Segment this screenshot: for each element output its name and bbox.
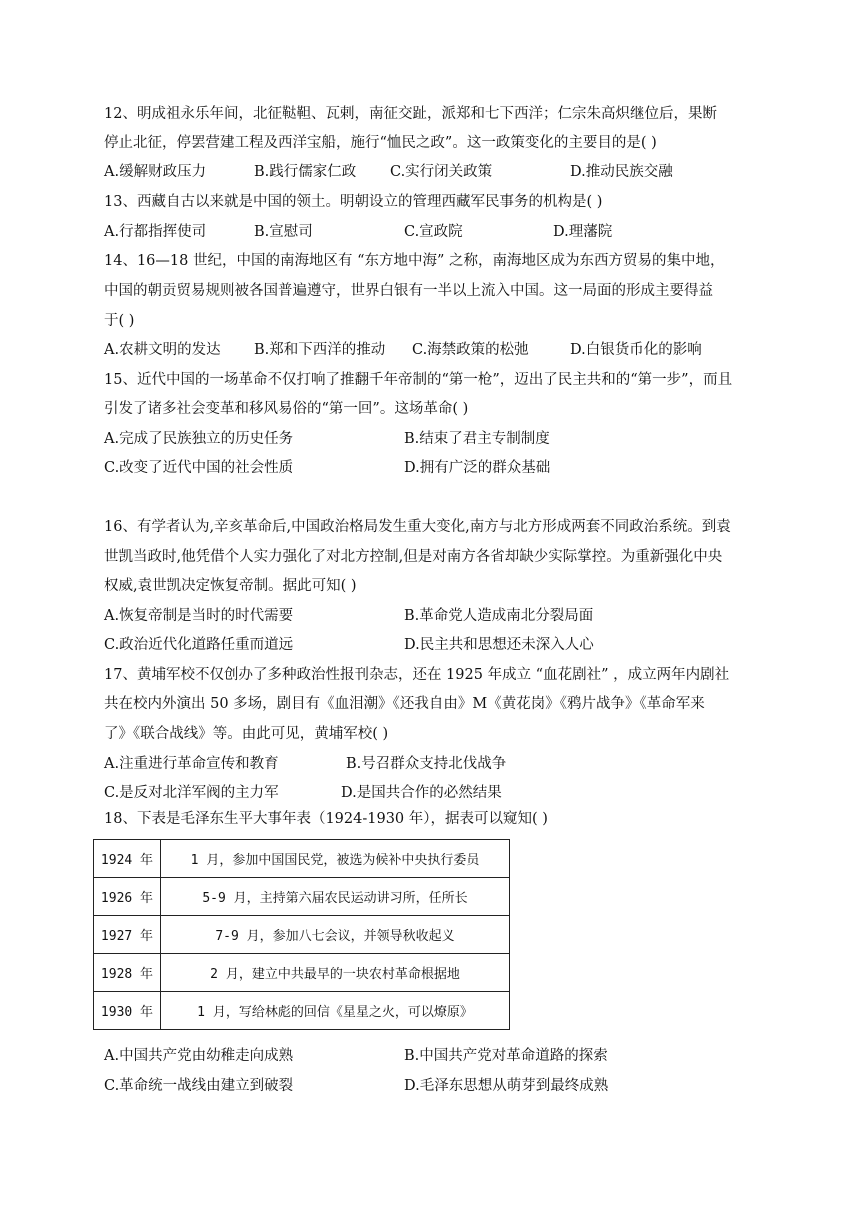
q16-stem-line-1: 16、有学者认为,辛亥革命后,中国政治格局发生重大变化,南方与北方形成两套不同政治系统。到袁 bbox=[104, 519, 731, 535]
q13-option-b: B.宣慰司 bbox=[254, 224, 313, 240]
q14-option-a: A.农耕文明的发达 bbox=[104, 342, 221, 358]
q15-option-b: B.结束了君主专制制度 bbox=[404, 431, 550, 447]
q12-stem-line-2: 停止北征，停罢营建工程及西洋宝船，施行“恤民之政”。这一政策变化的主要目的是( ) bbox=[104, 135, 657, 151]
q14-option-c: C.海禁政策的松弛 bbox=[412, 342, 529, 358]
q15-option-a: A.完成了民族独立的历史任务 bbox=[104, 431, 294, 447]
table-row bbox=[94, 878, 510, 916]
q16-option-a: A.恢复帝制是当时的时代需要 bbox=[104, 608, 294, 624]
q13-option-d: D.理藩院 bbox=[553, 224, 613, 240]
q15-option-c: C.改变了近代中国的社会性质 bbox=[104, 460, 294, 476]
year-cell: 1926 年 bbox=[94, 878, 161, 916]
q12-option-d: D.推动民族交融 bbox=[570, 164, 673, 180]
year-cell: 1924 年 bbox=[94, 840, 161, 878]
table-row bbox=[94, 916, 510, 954]
q12-option-c: C.实行闭关政策 bbox=[390, 164, 493, 180]
q16-option-b: B.革命党人造成南北分裂局面 bbox=[404, 608, 594, 624]
q12-option-b: B.践行儒家仁政 bbox=[254, 164, 357, 180]
q17-option-d: D.是国共合作的必然结果 bbox=[341, 785, 502, 801]
q14-option-d: D.白银货币化的影响 bbox=[570, 342, 702, 358]
q17-stem-line-2: 共在校内外演出 50 多场，剧目有《血泪潮》《还我自由》M《黄花岗》《鸦片战争》《革命军来 bbox=[104, 696, 705, 712]
year-cell: 1928 年 bbox=[94, 954, 161, 992]
chronology-table bbox=[93, 839, 510, 1030]
q17-option-b: B.号召群众支持北伐战争 bbox=[346, 756, 507, 772]
year-cell: 1927 年 bbox=[94, 916, 161, 954]
q13-stem-line-1: 13、西藏自古以来就是中国的领土。明朝设立的管理西藏军民事务的机构是( ) bbox=[104, 194, 603, 210]
q17-stem-line-3: 了》《联合战线》等。由此可见，黄埔军校( ) bbox=[104, 726, 389, 742]
event-cell: 7-9 月，参加八七会议，并领导秋收起义 bbox=[161, 916, 510, 954]
event-cell: 2 月，建立中共最早的一块农村革命根据地 bbox=[161, 954, 510, 992]
q17-option-c: C.是反对北洋军阀的主力军 bbox=[104, 785, 279, 801]
event-cell: 1 月，写给林彪的回信《星星之火，可以燎原》 bbox=[161, 992, 510, 1030]
q18-option-c: C.革命统一战线由建立到破裂 bbox=[104, 1078, 294, 1094]
q14-option-b: B.郑和下西洋的推动 bbox=[254, 342, 386, 358]
q18-option-b: B.中国共产党对革命道路的探索 bbox=[404, 1048, 608, 1064]
q16-option-c: C.政治近代化道路任重而道远 bbox=[104, 637, 294, 653]
q15-stem-line-2: 引发了诸多社会变革和移风易俗的“第一回”。这场革命( ) bbox=[104, 401, 469, 417]
table-row bbox=[94, 840, 510, 878]
q14-stem-line-1: 14、16—18 世纪，中国的南海地区有 “东方地中海” 之称，南海地区成为东西方贸易的集中地， bbox=[104, 253, 725, 269]
table-row bbox=[94, 992, 510, 1030]
year-cell: 1930 年 bbox=[94, 992, 161, 1030]
q15-stem-line-1: 15、近代中国的一场革命不仅打响了推翻千年帝制的“第一枪”，迈出了民主共和的“第一步”，而且 bbox=[104, 372, 733, 388]
q17-stem-line-1: 17、黄埔军校不仅创办了多种政治性报刊杂志，还在 1925 年成立 “血花剧社” ，成立两年内剧社 bbox=[104, 667, 730, 683]
table-row bbox=[94, 954, 510, 992]
q13-option-c: C.宣政院 bbox=[404, 224, 463, 240]
event-cell: 1 月，参加中国国民党，被选为候补中央执行委员 bbox=[161, 840, 510, 878]
q18-stem-line-1: 18、下表是毛泽东生平大事年表（1924-1930 年），据表可以窥知( ) bbox=[104, 811, 548, 827]
q13-option-a: A.行都指挥使司 bbox=[104, 224, 207, 240]
q18-option-d: D.毛泽东思想从萌芽到最终成熟 bbox=[404, 1078, 609, 1094]
q16-stem-line-3: 权威,袁世凯决定恢复帝制。据此可知( ) bbox=[104, 578, 357, 594]
q18-option-a: A.中国共产党由幼稚走向成熟 bbox=[104, 1048, 294, 1064]
q15-option-d: D.拥有广泛的群众基础 bbox=[404, 460, 551, 476]
q17-option-a: A.注重进行革命宣传和教育 bbox=[104, 756, 279, 772]
event-cell: 5-9 月，主持第六届农民运动讲习所，任所长 bbox=[161, 878, 510, 916]
q16-option-d: D.民主共和思想还未深入人心 bbox=[404, 637, 594, 653]
q12-stem-line-1: 12、明成祖永乐年间，北征鞑靼、瓦剌，南征交趾，派郑和七下西洋；仁宗朱高炽继位后，果断 bbox=[104, 106, 717, 122]
q14-stem-line-3: 于( ) bbox=[104, 313, 135, 329]
q12-option-a: A.缓解财政压力 bbox=[104, 164, 207, 180]
q16-stem-line-2: 世凯当政时,他凭借个人实力强化了对北方控制,但是对南方各省却缺少实际掌控。为重新强化中央 bbox=[104, 549, 723, 565]
q14-stem-line-2: 中国的朝贡贸易规则被各国普遍遵守，世界白银有一半以上流入中国。这一局面的形成主要得益 bbox=[104, 283, 713, 299]
